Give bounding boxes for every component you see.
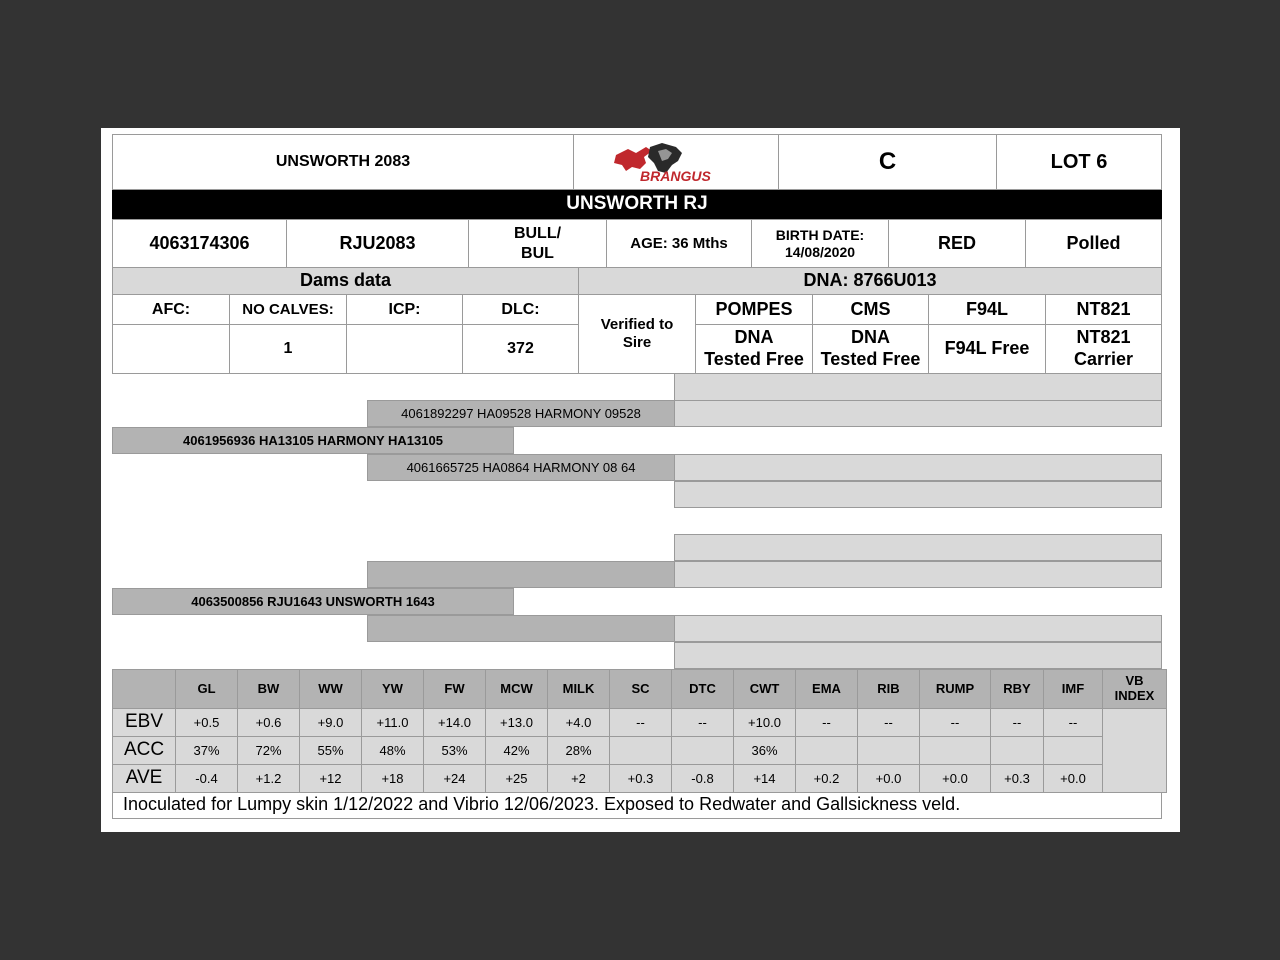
ebv-row-label-acc: ACC <box>112 736 176 765</box>
horn-status: Polled <box>1025 219 1162 268</box>
ebv-column-header-cwt: CWT <box>733 669 796 709</box>
ebv-value-cell: -- <box>795 708 858 737</box>
lot-number: LOT 6 <box>996 134 1162 190</box>
dlc-value: 372 <box>462 324 579 374</box>
sire: 4061956936 HA13105 HARMONY HA13105 <box>112 427 514 454</box>
pedigree-slot <box>674 481 1162 508</box>
ebv-value-cell: +12 <box>299 764 362 793</box>
ebv-value-cell: -0.8 <box>671 764 734 793</box>
dam: 4063500856 RJU1643 UNSWORTH 1643 <box>112 588 514 615</box>
ebv-value-cell: +24 <box>423 764 486 793</box>
ebv-column-header-rib: RIB <box>857 669 920 709</box>
pedigree-slot <box>674 400 1162 427</box>
icp-header: ICP: <box>346 294 463 325</box>
ebv-value-cell: +14.0 <box>423 708 486 737</box>
ebv-row-label-ave: AVE <box>112 764 176 793</box>
ebv-value-cell <box>795 736 858 765</box>
dam-of-sire: 4061665725 HA0864 HARMONY 08 64 <box>367 454 675 481</box>
bull-head-icon <box>606 139 746 185</box>
ebv-column-header-sc: SC <box>609 669 672 709</box>
ebv-value-cell: 28% <box>547 736 610 765</box>
ebv-value-cell: +0.0 <box>857 764 920 793</box>
ebv-value-cell: -- <box>609 708 672 737</box>
ebv-value-cell: +13.0 <box>485 708 548 737</box>
pompes-value: DNA Tested Free <box>695 324 813 374</box>
icp-value <box>346 324 463 374</box>
ebv-value-cell: 48% <box>361 736 424 765</box>
ebv-value-cell: -- <box>919 708 991 737</box>
ebv-value-cell: +11.0 <box>361 708 424 737</box>
birth-date: BIRTH DATE: 14/08/2020 <box>751 219 889 268</box>
pedigree-slot <box>674 454 1162 481</box>
ebv-value-cell <box>1043 736 1103 765</box>
pompes-header: POMPES <box>695 294 813 325</box>
ebv-value-cell: -- <box>671 708 734 737</box>
pedigree-slot <box>674 534 1162 561</box>
ebv-value-cell: 36% <box>733 736 796 765</box>
registration-number: 4063174306 <box>112 219 287 268</box>
brangus-logo <box>573 134 779 190</box>
afc-header: AFC: <box>112 294 230 325</box>
f94l-header: F94L <box>928 294 1046 325</box>
ebv-column-header-rump: RUMP <box>919 669 991 709</box>
ebv-column-header-fw: FW <box>423 669 486 709</box>
ebv-value-cell: -0.4 <box>175 764 238 793</box>
ebv-column-header-ww: WW <box>299 669 362 709</box>
ebv-value-cell: -- <box>857 708 920 737</box>
ebv-column-header-dtc: DTC <box>671 669 734 709</box>
vb-index-value <box>1102 708 1167 793</box>
sire-of-dam <box>367 561 675 588</box>
pedigree-slot <box>674 373 1162 401</box>
ebv-column-header-rby: RBY <box>990 669 1044 709</box>
tag-number: RJU2083 <box>286 219 469 268</box>
ebv-value-cell: 55% <box>299 736 362 765</box>
dam-of-dam <box>367 615 675 642</box>
ebv-corner-cell <box>112 669 176 709</box>
ebv-column-header-milk: MILK <box>547 669 610 709</box>
ebv-value-cell: +0.5 <box>175 708 238 737</box>
pedigree-slot <box>674 561 1162 588</box>
sex-label: BULL/ BUL <box>468 219 607 268</box>
nt821-value: NT821 Carrier <box>1045 324 1162 374</box>
ebv-value-cell <box>857 736 920 765</box>
ebv-value-cell: 42% <box>485 736 548 765</box>
dlc-header: DLC: <box>462 294 579 325</box>
grade-badge: C <box>778 134 997 190</box>
ebv-value-cell: -- <box>990 708 1044 737</box>
ebv-column-header-imf: IMF <box>1043 669 1103 709</box>
ebv-value-cell <box>919 736 991 765</box>
pedigree-slot <box>674 615 1162 642</box>
cms-header: CMS <box>812 294 929 325</box>
pedigree-slot <box>674 642 1162 669</box>
ebv-value-cell: +0.6 <box>237 708 300 737</box>
ebv-value-cell: +1.2 <box>237 764 300 793</box>
no-calves-value: 1 <box>229 324 347 374</box>
sire-of-sire: 4061892297 HA09528 HARMONY 09528 <box>367 400 675 427</box>
animal-name: UNSWORTH 2083 <box>112 134 574 190</box>
ebv-value-cell: +0.3 <box>609 764 672 793</box>
breeder-name: UNSWORTH RJ <box>112 190 1162 219</box>
vb-index-header: VB INDEX <box>1102 669 1167 709</box>
ebv-column-header-mcw: MCW <box>485 669 548 709</box>
ebv-value-cell: +9.0 <box>299 708 362 737</box>
ebv-value-cell: 37% <box>175 736 238 765</box>
ebv-column-header-yw: YW <box>361 669 424 709</box>
ebv-value-cell: 72% <box>237 736 300 765</box>
ebv-value-cell: +0.2 <box>795 764 858 793</box>
ebv-value-cell: +4.0 <box>547 708 610 737</box>
verified-to-sire: Verified to Sire <box>578 294 696 374</box>
ebv-value-cell: +0.0 <box>1043 764 1103 793</box>
ebv-value-cell: -- <box>1043 708 1103 737</box>
cms-value: DNA Tested Free <box>812 324 929 374</box>
dna-title: DNA: 8766U013 <box>578 267 1162 295</box>
sale-card <box>101 128 1180 832</box>
ebv-value-cell: +25 <box>485 764 548 793</box>
ebv-column-header-bw: BW <box>237 669 300 709</box>
no-calves-header: NO CALVES: <box>229 294 347 325</box>
f94l-value: F94L Free <box>928 324 1046 374</box>
ebv-value-cell: +0.3 <box>990 764 1044 793</box>
ebv-value-cell <box>609 736 672 765</box>
ebv-value-cell <box>990 736 1044 765</box>
afc-value <box>112 324 230 374</box>
age-label: AGE: 36 Mths <box>606 219 752 268</box>
colour-label: RED <box>888 219 1026 268</box>
notes: Inoculated for Lumpy skin 1/12/2022 and Vibrio 12/06/2023. Exposed to Redwater and Gallsickness veld. <box>112 790 1162 819</box>
ebv-value-cell: 53% <box>423 736 486 765</box>
ebv-column-header-gl: GL <box>175 669 238 709</box>
logo-wordmark: BRANGUS <box>640 168 711 184</box>
ebv-value-cell: +14 <box>733 764 796 793</box>
dams-data-title: Dams data <box>112 267 579 295</box>
ebv-value-cell <box>671 736 734 765</box>
nt821-header: NT821 <box>1045 294 1162 325</box>
ebv-row-label-ebv: EBV <box>112 708 176 737</box>
ebv-value-cell: +10.0 <box>733 708 796 737</box>
ebv-value-cell: +2 <box>547 764 610 793</box>
ebv-column-header-ema: EMA <box>795 669 858 709</box>
ebv-value-cell: +0.0 <box>919 764 991 793</box>
ebv-value-cell: +18 <box>361 764 424 793</box>
